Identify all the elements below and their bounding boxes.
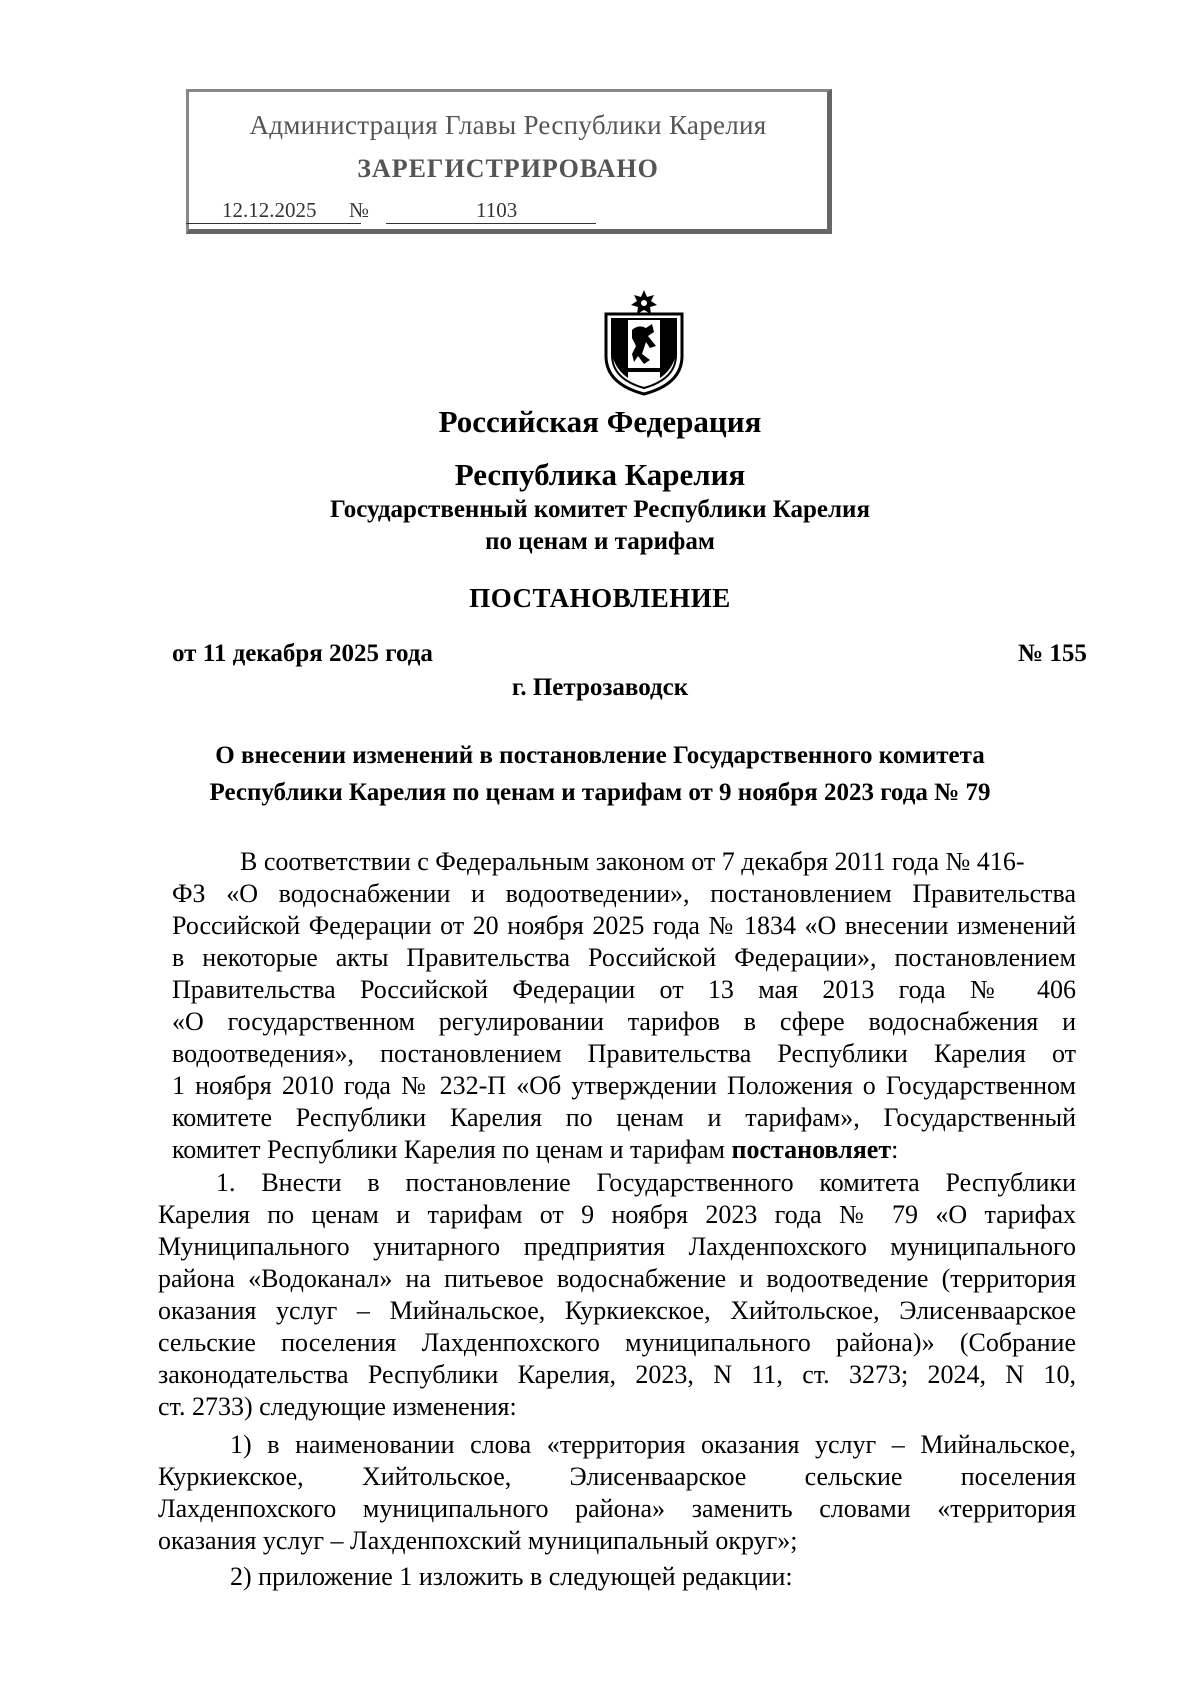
sub1-line: 1) в наименовании слова «территория оказания услуг – Мийнальское, [230,1430,1076,1459]
preamble-last-line [172,1134,898,1166]
item1-line: Муниципального унитарного предприятия Лахденпохского муниципального [158,1232,1076,1261]
stamp-date: 12.12.2025 [222,198,317,222]
sub1-line: оказания услуг – Лахденпохский муниципальный округ»; [158,1526,798,1555]
sub2-line: 2) приложение 1 изложить в следующей редакции: [230,1562,793,1591]
item1-line: района «Водоканал» на питьевое водоснабжение и водоотведение (территория [158,1264,1076,1293]
preamble-line: Российской Федерации от 20 ноября 2025 года № 1834 «О внесении изменений [172,911,1076,940]
item1-line: Карелия по ценам и тарифам от 9 ноября 2023 года № 79 «О тарифах [158,1200,1076,1229]
stamp-org: Администрация Главы Республики Карелия [249,110,767,140]
stamp-registration-row [186,197,606,225]
stamp-number-underline [386,223,596,224]
preamble-line: ФЗ «О водоснабжении и водоотведении», постановлением Правительства [172,879,1076,908]
preamble-line: В соответствии с Федеральным законом от 7 декабря 2011 года № 416- [240,847,1025,876]
preamble-bold-word: постановляет [731,1135,892,1164]
preamble-line: 1 ноября 2010 года № 232-П «Об утверждении Положения о Государственном [172,1071,1076,1100]
item1-line: законодательства Республики Карелия, 2023, N 11, ст. 3273; 2024, N 10, [158,1360,1076,1389]
item1-line: ст. 2733) следующие изменения: [158,1392,517,1421]
document-title-line1: О внесении изменений в постановление Государственного комитета [215,742,985,769]
preamble-end: : [891,1135,899,1164]
document-type: ПОСТАНОВЛЕНИЕ [469,583,731,613]
sub1-line: Лахденпохского муниципального района» заменить словами «территория [158,1494,1076,1523]
item1-line: 1. Внести в постановление Государственного комитета Республики [216,1168,1076,1197]
preamble-line: комитете Республики Карелия по ценам и тарифам», Государственный [172,1103,1076,1132]
committee-heading-line2: по ценам и тарифам [485,528,715,555]
document-title-line2: Республики Карелия по ценам и тарифам от 9 ноября 2023 года № 79 [209,779,991,806]
item1-line: сельские поселения Лахденпохского муниципального района)» (Собрание [158,1328,1076,1357]
coat-of-arms-icon [598,288,690,396]
preamble-line: в некоторые акты Правительства Российской Федерации», постановлением [172,943,1076,972]
item1-line: оказания услуг – Мийнальское, Куркиекское, Хийтольское, Элисенваарское [158,1296,1076,1325]
stamp-status: ЗАРЕГИСТРИРОВАНО [357,154,659,183]
stamp-date-underline [186,223,361,224]
stamp-number: 1103 [476,198,518,222]
document-city: г. Петрозаводск [511,674,689,701]
preamble-line: водоотведения», постановлением Правительства Республики Карелия от [172,1039,1076,1068]
sub1-line: Куркиекское, Хийтольское, Элисенваарское сельские поселения [158,1462,1076,1491]
preamble-line: «О государственном регулировании тарифов в сфере водоснабжения и [172,1007,1076,1036]
republic-heading: Республика Карелия [454,457,746,492]
country-heading: Российская Федерация [438,404,762,439]
document-date: от 11 декабря 2025 года [172,640,433,667]
preamble-text: комитет Республики Карелия по ценам и тарифам [172,1135,725,1164]
document-number: № 155 [1018,640,1087,667]
preamble-line: Правительства Российской Федерации от 13 мая 2013 года № 406 [172,975,1076,1004]
committee-heading-line1: Государственный комитет Республики Карелия [330,496,870,523]
stamp-no-sign: № [349,198,370,222]
